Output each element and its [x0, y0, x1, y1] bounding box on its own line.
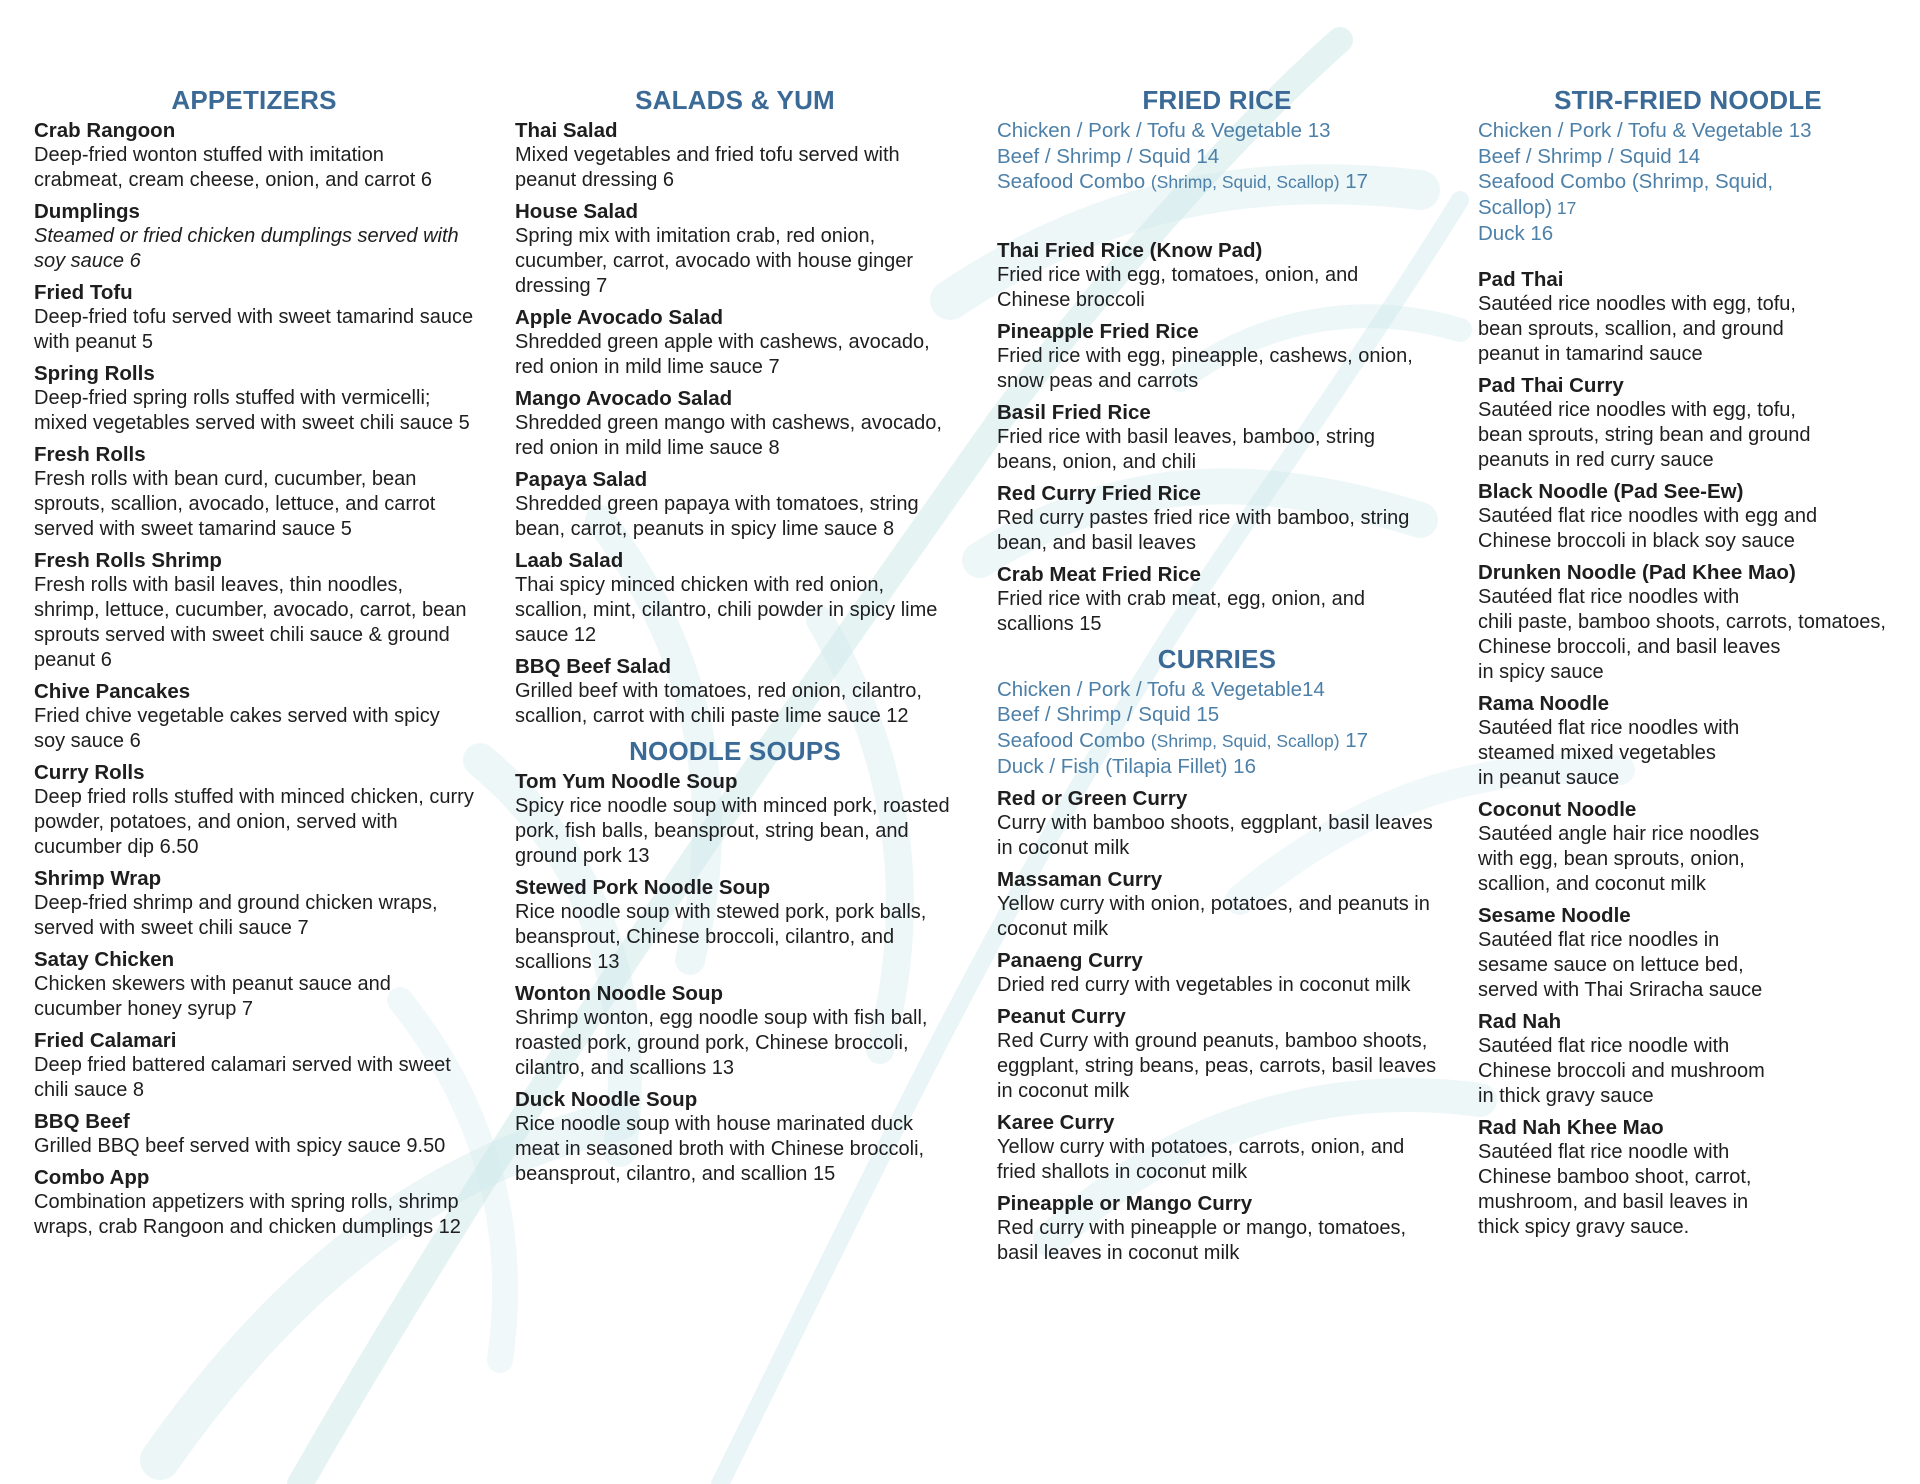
- price-line: Beef / Shrimp / Squid 14: [997, 144, 1220, 168]
- price-line: Chicken / Pork / Tofu & Vegetable 13: [1478, 119, 1812, 142]
- item-description: Red Curry with ground peanuts, bamboo shoots, eggplant, string beans, peas, carrots, basil leaves in coconut milk: [997, 1029, 1437, 1102]
- item-name: Rama Noodle: [1478, 691, 1609, 715]
- item-name: Basil Fried Rice: [997, 400, 1151, 424]
- menu-item: [515, 981, 955, 1081]
- menu-item: [515, 875, 955, 975]
- item-description: Sautéed rice noodles with egg, tofu, bean sprouts, scallion, and ground peanut in tamarind sauce: [1478, 292, 1796, 365]
- menu-item: [515, 548, 955, 648]
- item-description: Fresh rolls with basil leaves, thin noodles, shrimp, lettuce, cucumber, avocado, carrot, bean sprouts served with sweet chili sauce & ground peanut 6: [34, 574, 467, 671]
- item-name: Crab Rangoon: [34, 119, 176, 142]
- menu-item: [34, 199, 474, 274]
- menu-item: [34, 442, 474, 542]
- item-description: Fried chive vegetable cakes served with spicy soy sauce 6: [34, 705, 440, 752]
- menu-item: [515, 305, 955, 380]
- curries-list: [997, 786, 1437, 1266]
- item-description: Deep-fried spring rolls stuffed with vermicelli; mixed vegetables served with sweet chili sauce 5: [34, 387, 470, 434]
- price-line: Beef / Shrimp / Squid 14: [1478, 144, 1701, 168]
- menu-item: [1478, 479, 1898, 554]
- salads-list: [515, 118, 955, 729]
- menu-item: [515, 386, 955, 461]
- item-description: Deep fried battered calamari served with sweet chili sauce 8: [34, 1054, 451, 1101]
- menu-item: [997, 1004, 1437, 1104]
- appetizers-column: [34, 84, 474, 1246]
- price-line: Seafood Combo (Shrimp, Squid, Scallop) 17: [997, 170, 1369, 193]
- item-name: Rad Nah: [1478, 1009, 1562, 1033]
- item-description: Fried rice with egg, pineapple, cashews, onion, snow peas and carrots: [997, 344, 1413, 392]
- item-description: Fried rice with crab meat, egg, onion, and scallions 15: [997, 587, 1365, 635]
- salads-soups-column: [515, 84, 955, 1193]
- item-name: Laab Salad: [515, 549, 624, 572]
- price-line: Seafood Combo (Shrimp, Squid, Scallop) 17: [997, 728, 1369, 752]
- menu-item: [997, 562, 1437, 637]
- item-name: BBQ Beef Salad: [515, 655, 672, 678]
- menu-item: [515, 467, 955, 542]
- menu-item: [34, 866, 474, 941]
- item-name: Spring Rolls: [34, 362, 155, 385]
- item-name: House Salad: [515, 200, 639, 223]
- item-description: Sautéed flat rice noodles with steamed mixed vegetables in peanut sauce: [1478, 716, 1740, 789]
- item-name: Peanut Curry: [997, 1004, 1126, 1028]
- item-name: Sesame Noodle: [1478, 903, 1631, 927]
- item-description: Deep-fried shrimp and ground chicken wraps, served with sweet chili sauce 7: [34, 892, 438, 939]
- menu-item: [997, 319, 1437, 394]
- item-name: Black Noodle (Pad See-Ew): [1478, 479, 1744, 503]
- item-name: Drunken Noodle (Pad Khee Mao): [1478, 560, 1796, 584]
- item-description: Steamed or fried chicken dumplings served with soy sauce 6: [34, 225, 459, 272]
- price-line: Duck / Fish (Tilapia Fillet) 16: [997, 755, 1256, 778]
- item-description: Shredded green mango with cashews, avocado, red onion in mild lime sauce 8: [515, 412, 942, 459]
- item-name: Pad Thai Curry: [1478, 373, 1624, 397]
- item-description: Spicy rice noodle soup with minced pork, roasted pork, fish balls, beansprout, string bean, and ground pork 13: [515, 795, 950, 867]
- item-name: Fried Tofu: [34, 281, 133, 304]
- noodle-soups-list: [515, 769, 955, 1187]
- item-name: Pineapple Fried Rice: [997, 319, 1199, 343]
- item-name: Combo App: [34, 1166, 150, 1189]
- item-name: Mango Avocado Salad: [515, 387, 733, 410]
- item-description: Spring mix with imitation crab, red onion, cucumber, carrot, avocado with house ginger dressing 7: [515, 225, 913, 297]
- item-description: Dried red curry with vegetables in coconut milk: [997, 973, 1411, 996]
- item-description: Red curry with pineapple or mango, tomatoes, basil leaves in coconut milk: [997, 1216, 1407, 1264]
- item-description: Shrimp wonton, egg noodle soup with fish ball, roasted pork, ground pork, Chinese broccoli, cilantro, and scallions 13: [515, 1007, 928, 1079]
- stir-fried-heading: STIR-FRIED NOODLE: [1554, 85, 1822, 115]
- curries-price-list: [997, 677, 1437, 780]
- price-line: Chicken / Pork / Tofu & Vegetable14: [997, 677, 1325, 701]
- fried-rice-price-list: [997, 118, 1437, 196]
- appetizers-heading: APPETIZERS: [171, 85, 337, 115]
- menu-item: [515, 654, 955, 729]
- item-description: Sautéed flat rice noodles in sesame sauce on lettuce bed, served with Thai Sriracha sauce: [1478, 928, 1763, 1001]
- item-description: Grilled BBQ beef served with spicy sauce 9.50: [34, 1135, 446, 1157]
- item-name: Shrimp Wrap: [34, 867, 162, 890]
- fried-rice-heading: FRIED RICE: [1142, 85, 1292, 115]
- menu-item: [997, 238, 1437, 313]
- item-name: Curry Rolls: [34, 761, 145, 784]
- item-description: Rice noodle soup with house marinated duck meat in seasoned broth with Chinese broccoli, beansprout, cilantro, and scallion 15: [515, 1113, 925, 1185]
- stir-fried-price-list: [1478, 118, 1898, 247]
- item-description: Mixed vegetables and fried tofu served with peanut dressing 6: [515, 144, 900, 191]
- item-name: Fried Calamari: [34, 1029, 177, 1052]
- menu-item: [997, 400, 1437, 475]
- item-name: Chive Pancakes: [34, 680, 191, 703]
- item-name: Pad Thai: [1478, 267, 1564, 291]
- item-name: Dumplings: [34, 200, 140, 223]
- menu-item: [997, 1191, 1437, 1266]
- item-description: Yellow curry with potatoes, carrots, onion, and fried shallots in coconut milk: [997, 1135, 1405, 1183]
- stir-fried-list: [1478, 267, 1898, 1240]
- item-description: Grilled beef with tomatoes, red onion, cilantro, scallion, carrot with chili paste lime sauce 12: [515, 680, 922, 727]
- menu-item: [34, 760, 474, 860]
- item-name: Massaman Curry: [997, 867, 1163, 891]
- menu-item: [1478, 1009, 1898, 1109]
- menu-item: [1478, 797, 1898, 897]
- item-name: Red or Green Curry: [997, 786, 1188, 810]
- menu-item: [997, 948, 1437, 998]
- menu-item: [34, 1028, 474, 1103]
- menu-item: [1478, 560, 1898, 685]
- item-name: Fresh Rolls Shrimp: [34, 549, 222, 572]
- fried-rice-list: [997, 238, 1437, 637]
- item-description: Rice noodle soup with stewed pork, pork balls, beansprout, Chinese broccoli, cilantro, and scallions 13: [515, 901, 927, 973]
- fried-rice-curries-column: [997, 84, 1437, 1272]
- salads-heading: SALADS & YUM: [635, 85, 835, 115]
- menu-item: [34, 947, 474, 1022]
- menu-item: [34, 118, 474, 193]
- item-description: Sautéed rice noodles with egg, tofu, bean sprouts, string bean and ground peanuts in red curry sauce: [1478, 398, 1811, 471]
- item-description: Sautéed flat rice noodles with egg and Chinese broccoli in black soy sauce: [1478, 504, 1818, 552]
- price-line: Seafood Combo (Shrimp, Squid, Scallop) 17: [1478, 170, 1774, 219]
- item-name: Coconut Noodle: [1478, 797, 1637, 821]
- item-name: Pineapple or Mango Curry: [997, 1191, 1253, 1215]
- stir-fried-noodle-column: [1478, 84, 1898, 1246]
- item-description: Sautéed flat rice noodles with chili paste, bamboo shoots, carrots, tomatoes, Chinese broccoli, and basil leaves in spicy sauce: [1478, 585, 1886, 683]
- item-name: Stewed Pork Noodle Soup: [515, 876, 771, 899]
- item-description: Deep fried rolls stuffed with minced chicken, curry powder, potatoes, and onion, served with cucumber dip 6.50: [34, 786, 474, 858]
- item-name: Duck Noodle Soup: [515, 1088, 698, 1111]
- item-description: Combination appetizers with spring rolls, shrimp wraps, crab Rangoon and chicken dumplings 12: [34, 1191, 461, 1238]
- item-description: Fried rice with egg, tomatoes, onion, and Chinese broccoli: [997, 263, 1359, 311]
- menu-item: [34, 548, 474, 673]
- price-line: Beef / Shrimp / Squid 15: [997, 703, 1220, 726]
- menu-item: [997, 786, 1437, 861]
- item-description: Red curry pastes fried rice with bamboo, string bean, and basil leaves: [997, 506, 1410, 554]
- item-description: Deep-fried wonton stuffed with imitation crabmeat, cream cheese, onion, and carrot 6: [34, 144, 432, 191]
- item-name: Rad Nah Khee Mao: [1478, 1115, 1664, 1139]
- item-description: Fried rice with basil leaves, bamboo, string beans, onion, and chili: [997, 425, 1375, 473]
- menu-item: [34, 679, 474, 754]
- menu-item: [515, 1087, 955, 1187]
- item-name: BBQ Beef: [34, 1110, 130, 1133]
- menu-item: [1478, 267, 1898, 367]
- item-name: Tom Yum Noodle Soup: [515, 770, 738, 793]
- menu-item: [1478, 903, 1898, 1003]
- menu-item: [515, 769, 955, 869]
- item-description: Deep-fried tofu served with sweet tamarind sauce with peanut 5: [34, 306, 474, 353]
- item-description: Sautéed flat rice noodle with Chinese bamboo shoot, carrot, mushroom, and basil leaves in thick spicy gravy sauce.: [1478, 1140, 1752, 1238]
- menu-item: [34, 1109, 474, 1159]
- menu-item: [34, 1165, 474, 1240]
- menu-item: [515, 199, 955, 299]
- item-name: Thai Salad: [515, 119, 618, 142]
- item-description: Curry with bamboo shoots, eggplant, basil leaves in coconut milk: [997, 811, 1433, 859]
- item-name: Red Curry Fried Rice: [997, 481, 1201, 505]
- item-description: Yellow curry with onion, potatoes, and peanuts in coconut milk: [997, 892, 1430, 940]
- price-line: Chicken / Pork / Tofu & Vegetable 13: [997, 119, 1331, 142]
- item-description: Sautéed flat rice noodle with Chinese broccoli and mushroom in thick gravy sauce: [1478, 1034, 1765, 1107]
- menu-item: [515, 118, 955, 193]
- item-name: Wonton Noodle Soup: [515, 982, 723, 1005]
- menu-item: [1478, 691, 1898, 791]
- menu-item: [997, 1110, 1437, 1185]
- menu-item: [34, 361, 474, 436]
- price-line: Duck 16: [1478, 222, 1554, 245]
- menu-item: [1478, 1115, 1898, 1240]
- item-name: Papaya Salad: [515, 468, 648, 491]
- item-description: Shredded green apple with cashews, avocado, red onion in mild lime sauce 7: [515, 331, 930, 378]
- menu-item: [997, 481, 1437, 556]
- item-name: Panaeng Curry: [997, 948, 1143, 972]
- item-name: Apple Avocado Salad: [515, 306, 724, 329]
- noodle-soups-heading: NOODLE SOUPS: [629, 736, 841, 766]
- item-name: Thai Fried Rice (Know Pad): [997, 238, 1263, 262]
- item-name: Crab Meat Fried Rice: [997, 562, 1201, 586]
- menu-item: [1478, 373, 1898, 473]
- menu-item: [997, 867, 1437, 942]
- menu-item: [34, 280, 474, 355]
- item-description: Chicken skewers with peanut sauce and cucumber honey syrup 7: [34, 973, 391, 1020]
- item-description: Shredded green papaya with tomatoes, string bean, carrot, peanuts in spicy lime sauce 8: [515, 493, 919, 540]
- item-description: Fresh rolls with bean curd, cucumber, bean sprouts, scallion, avocado, lettuce, and carrot served with sweet tamarind sauce 5: [34, 468, 436, 540]
- curries-heading: CURRIES: [1157, 643, 1277, 674]
- item-description: Thai spicy minced chicken with red onion, scallion, mint, cilantro, chili powder in spicy lime sauce 12: [515, 574, 938, 646]
- item-name: Satay Chicken: [34, 948, 175, 971]
- item-name: Fresh Rolls: [34, 443, 146, 466]
- appetizers-list: [34, 118, 474, 1240]
- item-name: Karee Curry: [997, 1110, 1115, 1134]
- item-description: Sautéed angle hair rice noodles with egg, bean sprouts, onion, scallion, and coconut milk: [1478, 822, 1760, 895]
